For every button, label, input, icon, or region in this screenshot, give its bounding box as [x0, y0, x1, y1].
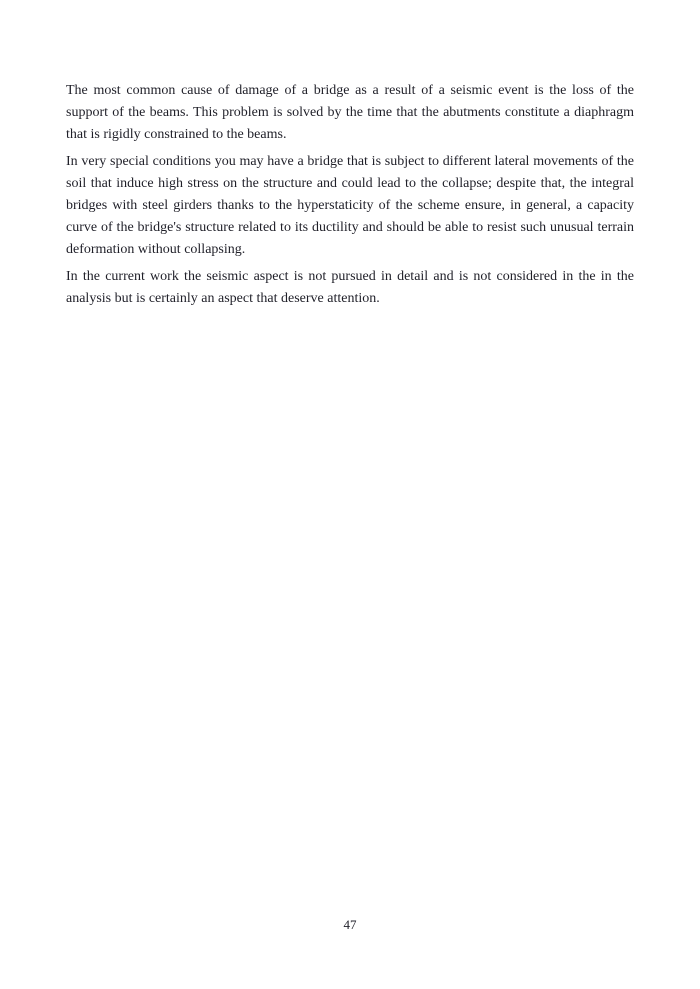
paragraph: In very special conditions you may have a bridge that is subject to different lateral movements of the soil that induce high stress on the structure and could lead to the collapse; despite that, the integral bridges with steel girders thanks to the hyperstaticity of the scheme ensure, in general, a capacity curve of the bridge's structure related to its ductility and should be able to resist such unusual terrain deformation without collapsing. [66, 154, 634, 257]
text-body [66, 80, 634, 315]
page-number: 47 [343, 917, 357, 932]
paragraph: In the current work the seismic aspect is not pursued in detail and is not considered in the in the analysis but is certainly an aspect that deserve attention. [66, 269, 634, 306]
paragraph: The most common cause of damage of a bridge as a result of a seismic event is the loss of the support of the beams. This problem is solved by the time that the abutments constitute a diaphragm that is rigidly constrained to the beams. [66, 83, 634, 142]
